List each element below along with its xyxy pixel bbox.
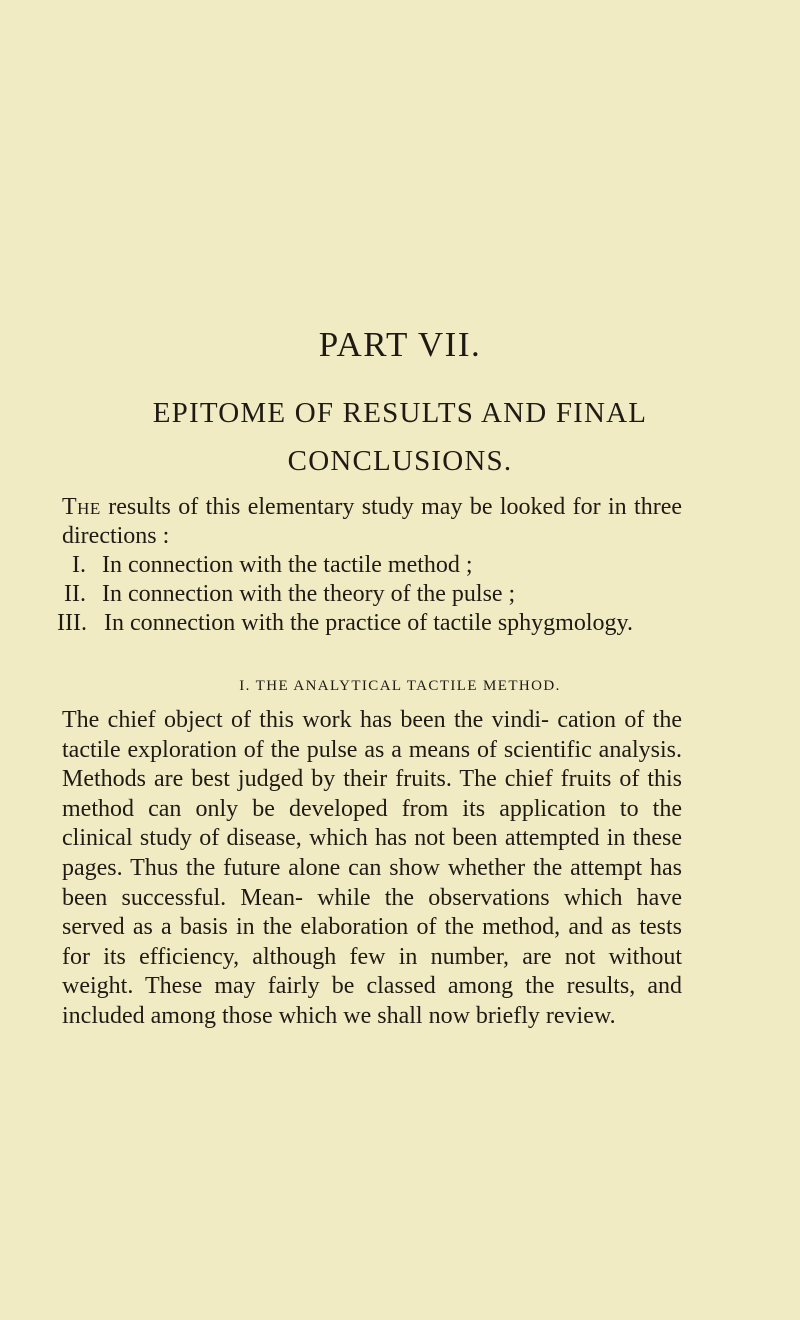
section-heading: I. THE ANALYTICAL TACTILE METHOD. xyxy=(239,678,561,694)
chapter-title-line-2: CONCLUSIONS. xyxy=(287,445,513,477)
direction-numeral: I. xyxy=(72,552,86,578)
intro-lead-word: The xyxy=(62,494,101,520)
direction-item xyxy=(57,609,682,638)
directions-list xyxy=(57,551,682,638)
intro-text: results of this elementary study may be looked for in three directions : xyxy=(62,494,682,549)
direction-numeral: III. xyxy=(57,610,87,636)
intro-block xyxy=(57,493,682,638)
direction-item xyxy=(62,551,682,580)
direction-item xyxy=(62,580,682,609)
direction-text: In connection with the practice of tactile sphygmology. xyxy=(104,610,633,636)
part-title: PART VII. xyxy=(318,325,482,364)
direction-text: In connection with the tactile method ; xyxy=(102,552,473,578)
direction-text: In connection with the theory of the pulse ; xyxy=(102,581,516,607)
intro-paragraph xyxy=(62,493,682,551)
direction-numeral: II. xyxy=(64,581,86,607)
chapter-title-line-1: EPITOME OF RESULTS AND FINAL xyxy=(152,397,648,429)
body-paragraph: The chief object of this work has been the vindi- cation of the tactile exploration of the pulse as a means of scientific analysis. Methods are best judged by their fruits. The chief fruits of this method can only be developed from its application to the clinical study of disease, which has not been attempted in these pages. Thus the future alone can show whether the attempt has been successful. Mean- while the observations which have served as a basis in the elaboration of the method, and as tests for its efficiency, although few in number, are not without weight. These may fairly be classed among the results, and included among those which we shall now briefly review. xyxy=(62,707,682,1029)
